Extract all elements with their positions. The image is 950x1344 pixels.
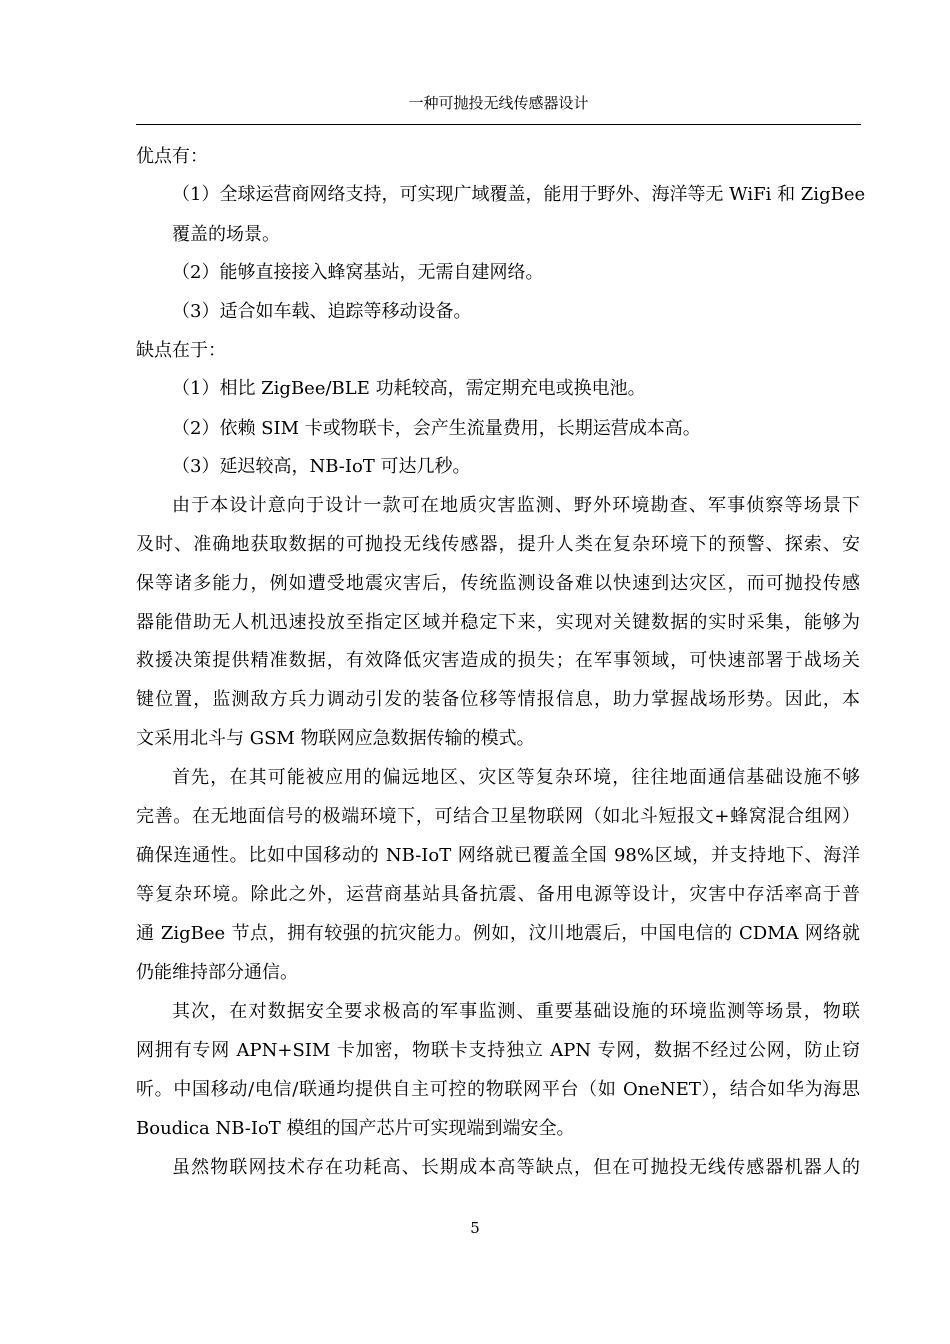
para3-line-1: 其次，在对数据安全要求极高的军事监测、重要基础设施的环境监测等场景，物联: [172, 1001, 860, 1022]
para2-line-2: 完善。在无地面信号的极端环境下，可结合卫星物联网（如北斗短报文+蜂窝混合组网）: [136, 806, 860, 827]
para2-line-5: 通 ZigBee 节点，拥有较强的抗灾能力。例如，汶川地震后，中国电信的 CDMA 网络就: [136, 923, 860, 944]
para1-line-7: 文采用北斗与 GSM 物联网应急数据传输的模式。: [136, 728, 535, 749]
disadvantage-item-1: （1）相比 ZigBee/BLE 功耗较高，需定期充电或换电池。: [172, 378, 646, 399]
running-header: 一种可抛投无线传感器设计: [408, 94, 589, 112]
para1-line-4: 器能借助无人机迅速投放至指定区域并稳定下来，实现对关键数据的实时采集，能够为: [136, 612, 860, 633]
para2-line-3: 确保连通性。比如中国移动的 NB-IoT 网络就已覆盖全国 98%区域，并支持地下、海洋: [136, 845, 860, 866]
para3-line-4: Boudica NB-IoT 模组的国产芯片可实现端到端安全。: [136, 1118, 575, 1139]
para2-line-4: 等复杂环境。除此之外，运营商基站具备抗震、备用电源等设计，灾害中存活率高于普: [136, 884, 860, 905]
para3-line-2: 网拥有专网 APN+SIM 卡加密，物联卡支持独立 APN 专网，数据不经过公网，防止窃: [136, 1040, 860, 1061]
para1-line-2: 及时、准确地获取数据的可抛投无线传感器，提升人类在复杂环境下的预警、探索、安: [136, 534, 860, 555]
disadvantages-heading: 缺点在于：: [136, 340, 226, 361]
para2-line-1: 首先，在其可能被应用的偏远地区、灾区等复杂环境，往往地面通信基础设施不够: [172, 767, 860, 788]
disadvantage-item-3: （3）延迟较高，NB-IoT 可达几秒。: [172, 456, 471, 477]
header-rule: [136, 124, 861, 125]
advantage-item-3: （3）适合如车载、追踪等移动设备。: [172, 301, 472, 322]
advantage-item-1-line-1: （1）全球运营商网络支持，可实现广域覆盖，能用于野外、海洋等无 WiFi 和 ZigBee: [172, 184, 866, 205]
para3-line-3: 听。中国移动/电信/联通均提供自主可控的物联网平台（如 OneNET），结合如华为海思: [136, 1079, 860, 1100]
advantage-item-1-line-2: 覆盖的场景。: [172, 224, 280, 245]
advantage-item-2: （2）能够直接接入蜂窝基站，无需自建网络。: [172, 262, 544, 283]
para1-line-3: 保等诸多能力，例如遭受地震灾害后，传统监测设备难以快速到达灾区，而可抛投传感: [136, 573, 860, 594]
disadvantage-item-2: （2）依赖 SIM 卡或物联卡，会产生流量费用，长期运营成本高。: [172, 418, 701, 439]
para1-line-6: 键位置，监测敌方兵力调动引发的装备位移等情报信息，助力掌握战场形势。因此，本: [136, 689, 860, 710]
para2-line-6: 仍能维持部分通信。: [136, 962, 298, 983]
para1-line-5: 救援决策提供精准数据，有效降低灾害造成的损失；在军事领域，可快速部署于战场关: [136, 650, 860, 671]
para4-line-1: 虽然物联网技术存在功耗高、长期成本高等缺点，但在可抛投无线传感器机器人的: [172, 1157, 860, 1178]
page-number: 5: [470, 1219, 480, 1237]
para1-line-1: 由于本设计意向于设计一款可在地质灾害监测、野外环境勘查、军事侦察等场景下: [172, 495, 860, 516]
advantages-heading: 优点有：: [136, 146, 208, 167]
